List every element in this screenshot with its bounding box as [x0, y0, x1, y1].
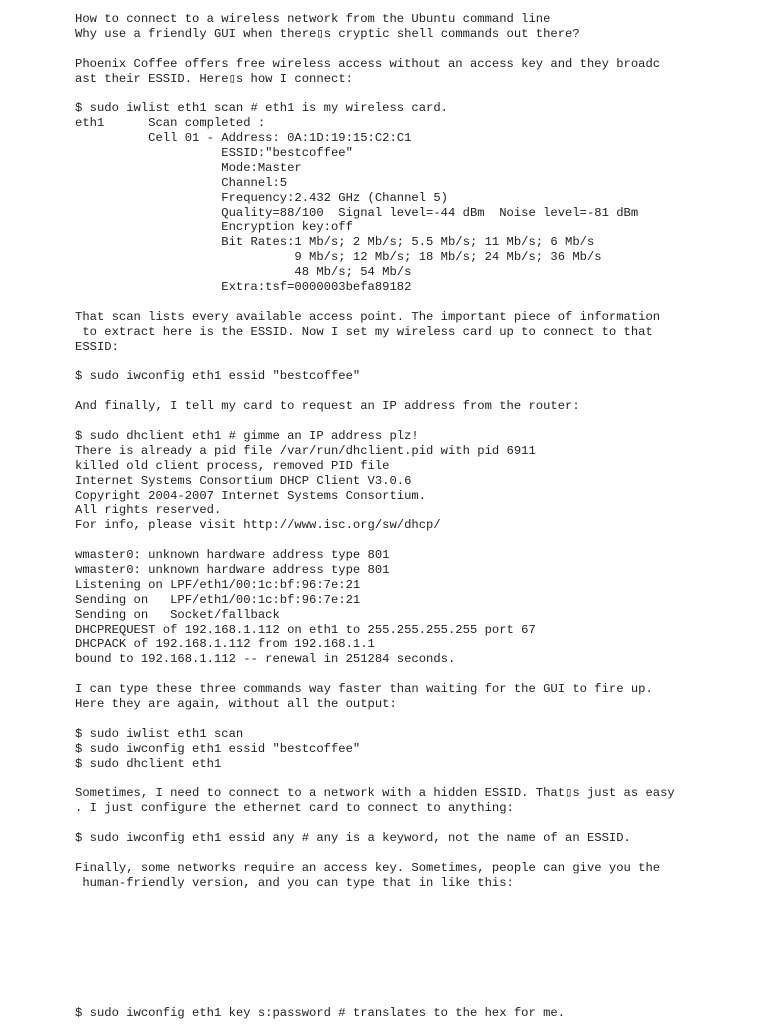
blank-line: [75, 354, 755, 369]
text-line: Internet Systems Consortium DHCP Client V3.0.6: [75, 473, 412, 488]
document-body: [75, 12, 755, 891]
text-line: $ sudo iwconfig eth1 essid any # any is a keyword, not the name of an ESSID.: [75, 830, 631, 845]
text-line: $ sudo dhclient eth1: [75, 756, 222, 771]
blank-line: [75, 667, 755, 682]
blank-line: [75, 414, 755, 429]
text-line: human-friendly version, and you can type that in like this:: [75, 875, 514, 890]
text-line: I can type these three commands way faster than waiting for the GUI to fire up.: [75, 682, 653, 697]
text-line: Sending on LPF/eth1/00:1c:bf:96:7e:21: [75, 592, 361, 607]
blank-line: [75, 712, 755, 727]
text-line: Encryption key:off: [75, 220, 353, 235]
text-line: Copyright 2004-2007 Internet Systems Consortium.: [75, 488, 427, 503]
text-line: bound to 192.168.1.112 -- renewal in 251284 seconds.: [75, 652, 456, 667]
text-line: ast their ESSID. Here▯s how I connect:: [75, 71, 353, 86]
blank-line: [75, 816, 755, 831]
blank-line: [75, 42, 755, 57]
text-line: Frequency:2.432 GHz (Channel 5): [75, 190, 448, 205]
text-line: Channel:5: [75, 175, 288, 190]
text-line: 48 Mb/s; 54 Mb/s: [75, 265, 412, 280]
text-line: Sometimes, I need to connect to a network with a hidden ESSID. That▯s just as easy: [75, 786, 675, 801]
text-line: $ sudo iwlist eth1 scan: [75, 726, 244, 741]
text-line: Finally, some networks require an access key. Sometimes, people can give you the: [75, 860, 661, 875]
text-line: $ sudo iwconfig eth1 essid "bestcoffee": [75, 369, 361, 384]
text-line: . I just configure the ethernet card to connect to anything:: [75, 801, 514, 816]
text-line: Quality=88/100 Signal level=-44 dBm Noise level=-81 dBm: [75, 205, 639, 220]
text-line: Cell 01 - Address: 0A:1D:19:15:C2:C1: [75, 131, 412, 146]
text-line: For info, please visit http://www.isc.org/sw/dhcp/: [75, 518, 441, 533]
text-line: $ sudo iwlist eth1 scan # eth1 is my wireless card.: [75, 101, 448, 116]
final-command-line: $ sudo iwconfig eth1 key s:password # translates to the hex for me.: [75, 1006, 566, 1020]
blank-line: [75, 86, 755, 101]
text-line: to extract here is the ESSID. Now I set my wireless card up to connect to that: [75, 324, 653, 339]
text-line: Extra:tsf=0000003befa89182: [75, 280, 412, 295]
text-line: Bit Rates:1 Mb/s; 2 Mb/s; 5.5 Mb/s; 11 Mb/s; 6 Mb/s: [75, 235, 595, 250]
text-line: Mode:Master: [75, 160, 302, 175]
blank-line: [75, 533, 755, 548]
text-line: ESSID:: [75, 339, 119, 354]
text-line: DHCPREQUEST of 192.168.1.112 on eth1 to 255.255.255.255 port 67: [75, 622, 536, 637]
text-line: ESSID:"bestcoffee": [75, 146, 353, 161]
blank-line: [75, 384, 755, 399]
text-line: wmaster0: unknown hardware address type 801: [75, 562, 390, 577]
text-line: eth1 Scan completed :: [75, 116, 266, 131]
text-line: Here they are again, without all the output:: [75, 696, 397, 711]
text-line: How to connect to a wireless network from the Ubuntu command line: [75, 12, 551, 26]
text-line: 9 Mb/s; 12 Mb/s; 18 Mb/s; 24 Mb/s; 36 Mb/s: [75, 250, 602, 265]
text-line: Why use a friendly GUI when there▯s cryptic shell commands out there?: [75, 26, 580, 41]
blank-line: [75, 846, 755, 861]
text-line: Listening on LPF/eth1/00:1c:bf:96:7e:21: [75, 577, 361, 592]
text-line: $ sudo dhclient eth1 # gimme an IP address plz!: [75, 428, 419, 443]
text-line: DHCPACK of 192.168.1.112 from 192.168.1.1: [75, 637, 375, 652]
text-line: killed old client process, removed PID file: [75, 458, 390, 473]
text-line: Sending on Socket/fallback: [75, 607, 280, 622]
text-line: Phoenix Coffee offers free wireless access without an access key and they broadc: [75, 56, 661, 71]
text-line: All rights reserved.: [75, 503, 222, 518]
text-line: That scan lists every available access point. The important piece of information: [75, 309, 661, 324]
text-line: wmaster0: unknown hardware address type 801: [75, 548, 390, 563]
text-line: There is already a pid file /var/run/dhclient.pid with pid 6911: [75, 443, 536, 458]
text-line: And finally, I tell my card to request an IP address from the router:: [75, 399, 580, 414]
blank-line: [75, 771, 755, 786]
text-line: $ sudo iwconfig eth1 essid "bestcoffee": [75, 741, 361, 756]
blank-line: [75, 295, 755, 310]
